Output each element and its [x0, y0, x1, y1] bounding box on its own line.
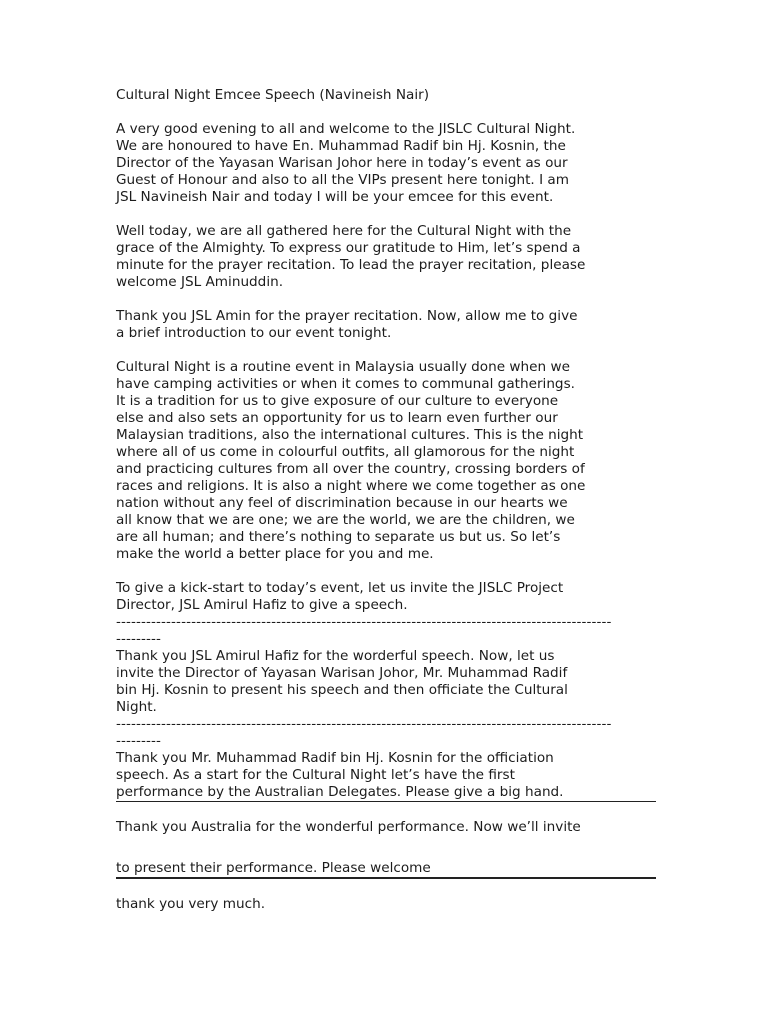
text-line: speech. As a start for the Cultural Night let’s have the first — [116, 767, 515, 783]
closing-line: thank you very much. — [116, 896, 266, 912]
text-line: We are honoured to have En. Muhammad Radif bin Hj. Kosnin, the — [116, 138, 566, 154]
text-line-thanks-australia: Thank you Australia for the wonderful performance. Now we’ll invite — [116, 819, 581, 835]
text-line: are all human; and there’s nothing to separate us but us. So let’s — [116, 529, 561, 545]
text-line: all know that we are one; we are the world, we are the children, we — [116, 512, 575, 528]
text-line: a brief introduction to our event tonight. — [116, 325, 392, 341]
text-line: Guest of Honour and also to all the VIPs present here tonight. I am — [116, 172, 569, 188]
text-line: welcome JSL Aminuddin. — [116, 274, 284, 290]
text-line: minute for the prayer recitation. To lead the prayer recitation, please — [116, 257, 586, 273]
text-line: Night. — [116, 699, 157, 715]
text-line: where all of us come in colourful outfits, all glamorous for the night — [116, 444, 575, 460]
document-page — [116, 87, 656, 913]
paragraph-thanks-amirul — [116, 648, 656, 716]
text-line: Director of the Yayasan Warisan Johor here in today’s event as our — [116, 155, 568, 171]
dashed-separator-tail: --------- — [116, 733, 162, 749]
text-line-present: to present their performance. Please welcome — [116, 860, 431, 876]
text-line: Thank you Mr. Muhammad Radif bin Hj. Kosnin for the officiation — [116, 750, 554, 766]
dashed-separator-tail: --------- — [116, 631, 162, 647]
text-line: Well today, we are all gathered here for the Cultural Night with the — [116, 223, 572, 239]
document-title: Cultural Night Emcee Speech (Navineish Nair) — [116, 87, 430, 103]
text-line: have camping activities or when it comes to communal gatherings. — [116, 376, 575, 392]
text-line: races and religions. It is also a night where we come together as one — [116, 478, 586, 494]
text-line: It is a tradition for us to give exposure of our culture to everyone — [116, 393, 559, 409]
paragraph-welcome — [116, 121, 656, 206]
blank-fill-space — [116, 836, 656, 860]
paragraph-prayer — [116, 223, 656, 291]
text-line: Director, JSL Amirul Hafiz to give a speech. — [116, 597, 408, 613]
text-line: performance by the Australian Delegates. Please give a big hand. — [116, 784, 564, 800]
text-line: To give a kick-start to today’s event, let us invite the JISLC Project — [116, 580, 564, 596]
dashed-separator: --------------------------------------------------------------------------------------------------- — [116, 614, 612, 630]
text-line: bin Hj. Kosnin to present his speech and then officiate the Cultural — [116, 682, 568, 698]
paragraph-kickstart — [116, 580, 656, 614]
text-line: Thank you JSL Amin for the prayer recitation. Now, allow me to give — [116, 308, 578, 324]
text-line: Malaysian traditions, also the international cultures. This is the night — [116, 427, 584, 443]
text-line: and practicing cultures from all over the country, crossing borders of — [116, 461, 585, 477]
text-line: A very good evening to all and welcome to the JISLC Cultural Night. — [116, 121, 576, 137]
paragraph-thanks-radif — [116, 750, 656, 802]
text-line: make the world a better place for you and me. — [116, 546, 434, 562]
text-line: Thank you JSL Amirul Hafiz for the worderful speech. Now, let us — [116, 648, 555, 664]
text-line: else and also sets an opportunity for us to learn even further our — [116, 410, 558, 426]
dashed-separator: --------------------------------------------------------------------------------------------------- — [116, 716, 612, 732]
fill-in-blank-line — [116, 860, 656, 879]
text-line: invite the Director of Yayasan Warisan Johor, Mr. Muhammad Radif — [116, 665, 568, 681]
text-line: Cultural Night is a routine event in Malaysia usually done when we — [116, 359, 570, 375]
paragraph-introduction — [116, 308, 656, 342]
text-line: JSL Navineish Nair and today I will be your emcee for this event. — [116, 189, 554, 205]
paragraph-cultural-night — [116, 359, 656, 563]
text-line: grace of the Almighty. To express our gratitude to Him, let’s spend a — [116, 240, 581, 256]
text-line: nation without any feel of discrimination because in our hearts we — [116, 495, 568, 511]
